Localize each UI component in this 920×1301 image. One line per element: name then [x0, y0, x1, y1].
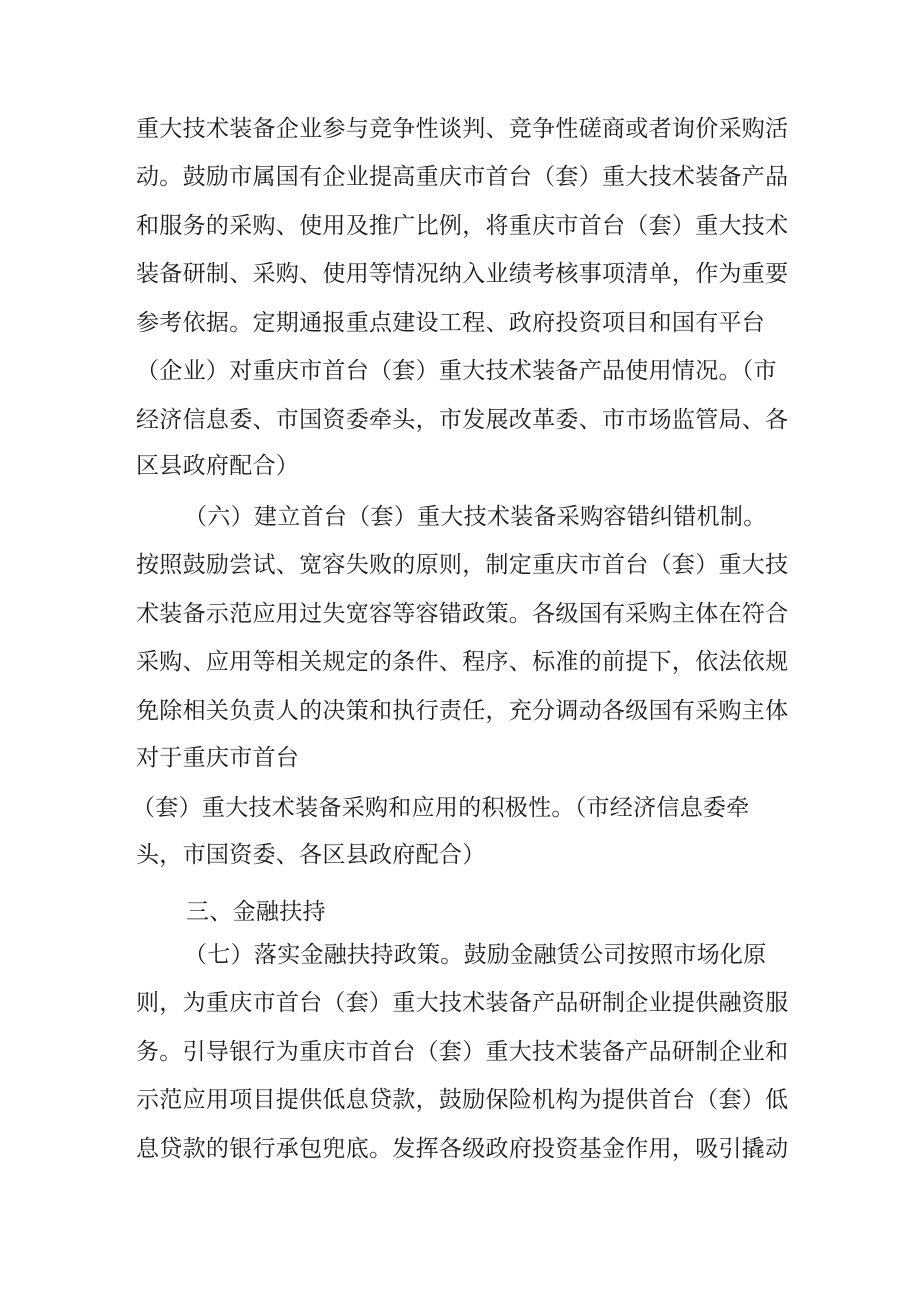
text-line: 经济信息委、市国资委牵头，市发展改革委、市市场监管局、各: [136, 407, 789, 433]
text-line: 和服务的采购、使用及推广比例，将重庆市首台（套）重大技术: [136, 213, 789, 239]
text-line: 重大技术装备企业参与竞争性谈判、竞争性磋商或者询价采购活: [136, 116, 789, 142]
section-heading: （七）落实金融扶持政策。鼓励金融赁公司按照市场化原: [184, 942, 767, 968]
chapter-heading: 三、金融扶持: [186, 899, 326, 925]
text-line: 装备研制、采购、使用等情况纳入业绩考核事项清单，作为重要: [136, 261, 789, 287]
text-line: 参考依据。定期通报重点建设工程、政府投资项目和国有平台: [136, 310, 766, 336]
text-line: 务。引导银行为重庆市首台（套）重大技术装备产品研制企业和: [136, 1039, 789, 1065]
text-line: （企业）对重庆市首台（套）重大技术装备产品使用情况。（市: [136, 358, 777, 384]
text-line: 动。鼓励市属国有企业提高重庆市首台（套）重大技术装备产品: [136, 164, 789, 190]
text-line: 按照鼓励尝试、宽容失败的原则，制定重庆市首台（套）重大技: [136, 552, 789, 578]
text-line: 示范应用项目提供低息贷款，鼓励保险机构为提供首台（套）低: [136, 1087, 789, 1113]
text-line: 术装备示范应用过失宽容等容错政策。各级国有采购主体在符合: [136, 601, 789, 627]
text-line: （套）重大技术装备采购和应用的积极性。（市经济信息委牵: [132, 795, 750, 821]
text-line: 对于重庆市首台: [136, 745, 300, 771]
text-line: 则，为重庆市首台（套）重大技术装备产品研制企业提供融资服: [136, 990, 789, 1016]
text-line: 免除相关负责人的决策和执行责任，充分调动各级国有采购主体: [136, 698, 789, 724]
text-line: 息贷款的银行承包兜底。发挥各级政府投资基金作用，吸引撬动: [136, 1136, 789, 1162]
text-line: 头，市国资委、各区县政府配合）: [136, 842, 486, 868]
text-line: 区县政府配合）: [136, 453, 300, 479]
text-line: 采购、应用等相关规定的条件、程序、标准的前提下，依法依规: [136, 649, 789, 675]
section-heading: （六）建立首台（套）重大技术装备采购容错纠错机制。: [184, 504, 767, 530]
